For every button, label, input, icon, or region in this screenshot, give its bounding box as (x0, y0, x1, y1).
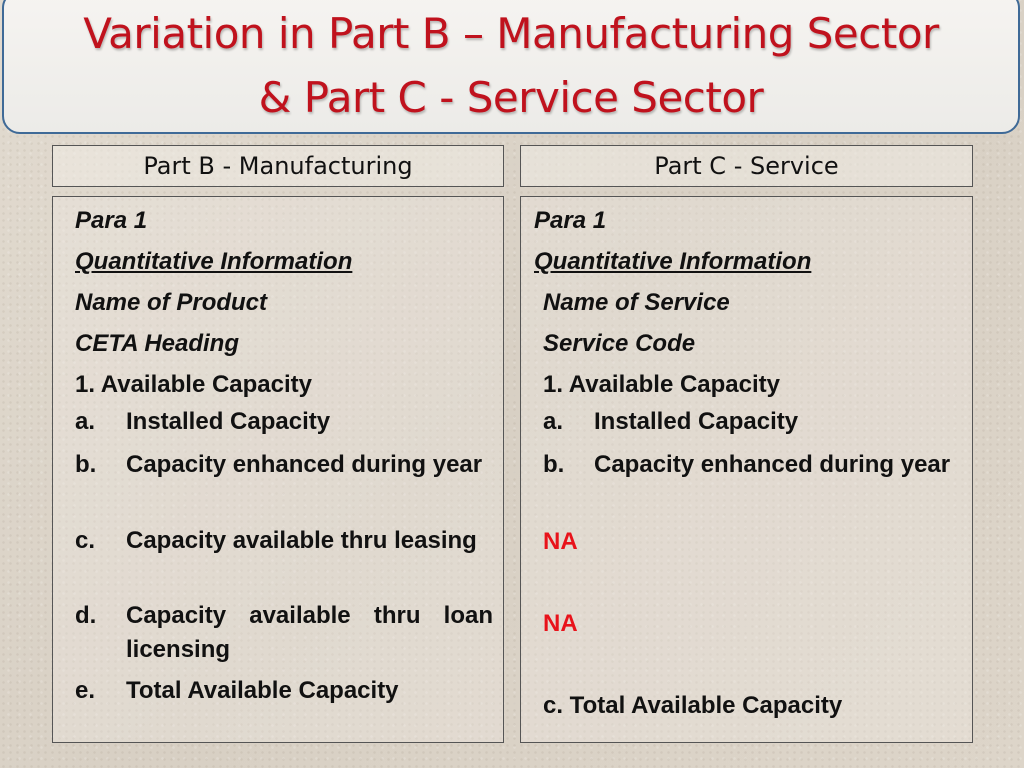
right-total-capacity: c. Total Available Capacity (543, 692, 843, 719)
list-item-text: Installed Capacity (594, 408, 799, 435)
right-para: Para 1 (534, 207, 607, 234)
right-na-1: NA (543, 528, 578, 555)
panel-part-b (52, 196, 504, 743)
right-quant-info: Quantitative Information (534, 248, 812, 275)
list-marker: c. (75, 527, 96, 554)
left-item-d (75, 599, 493, 667)
header-part-c: Part C - Service (520, 145, 973, 187)
list-item-text: Capacity available thru loan licensing (126, 602, 493, 663)
list-marker: b. (543, 451, 565, 478)
list-item-text: Total Available Capacity (126, 677, 399, 704)
left-name-of-product: Name of Product (75, 289, 268, 316)
list-item-text: Capacity available thru leasing (126, 527, 477, 554)
list-item-text: Installed Capacity (126, 408, 331, 435)
list-item-text: Capacity enhanced during year (594, 451, 951, 478)
right-item-b (543, 448, 962, 516)
left-item-c (75, 524, 493, 592)
left-ceta-heading: CETA Heading (75, 330, 240, 357)
list-marker: b. (75, 451, 97, 478)
list-marker: d. (75, 602, 97, 629)
header-part-b: Part B - Manufacturing (52, 145, 504, 187)
title-line-2: & Part C - Service Sector (258, 73, 764, 122)
left-available-capacity: 1. Available Capacity (75, 371, 312, 398)
right-name-of-service: Name of Service (543, 289, 730, 316)
left-quant-info: Quantitative Information (75, 248, 353, 275)
list-marker: e. (75, 677, 96, 704)
panel-part-c (520, 196, 973, 743)
list-marker: a. (75, 408, 96, 435)
title-line-1: Variation in Part B – Manufacturing Sector (83, 9, 939, 58)
title-box (2, 0, 1020, 134)
list-item-text: Capacity enhanced during year (126, 451, 483, 478)
left-item-b (75, 448, 493, 516)
list-marker: a. (543, 408, 564, 435)
right-na-2: NA (543, 610, 578, 637)
left-para: Para 1 (75, 207, 148, 234)
right-service-code: Service Code (543, 330, 696, 357)
right-available-capacity: 1. Available Capacity (543, 371, 780, 398)
